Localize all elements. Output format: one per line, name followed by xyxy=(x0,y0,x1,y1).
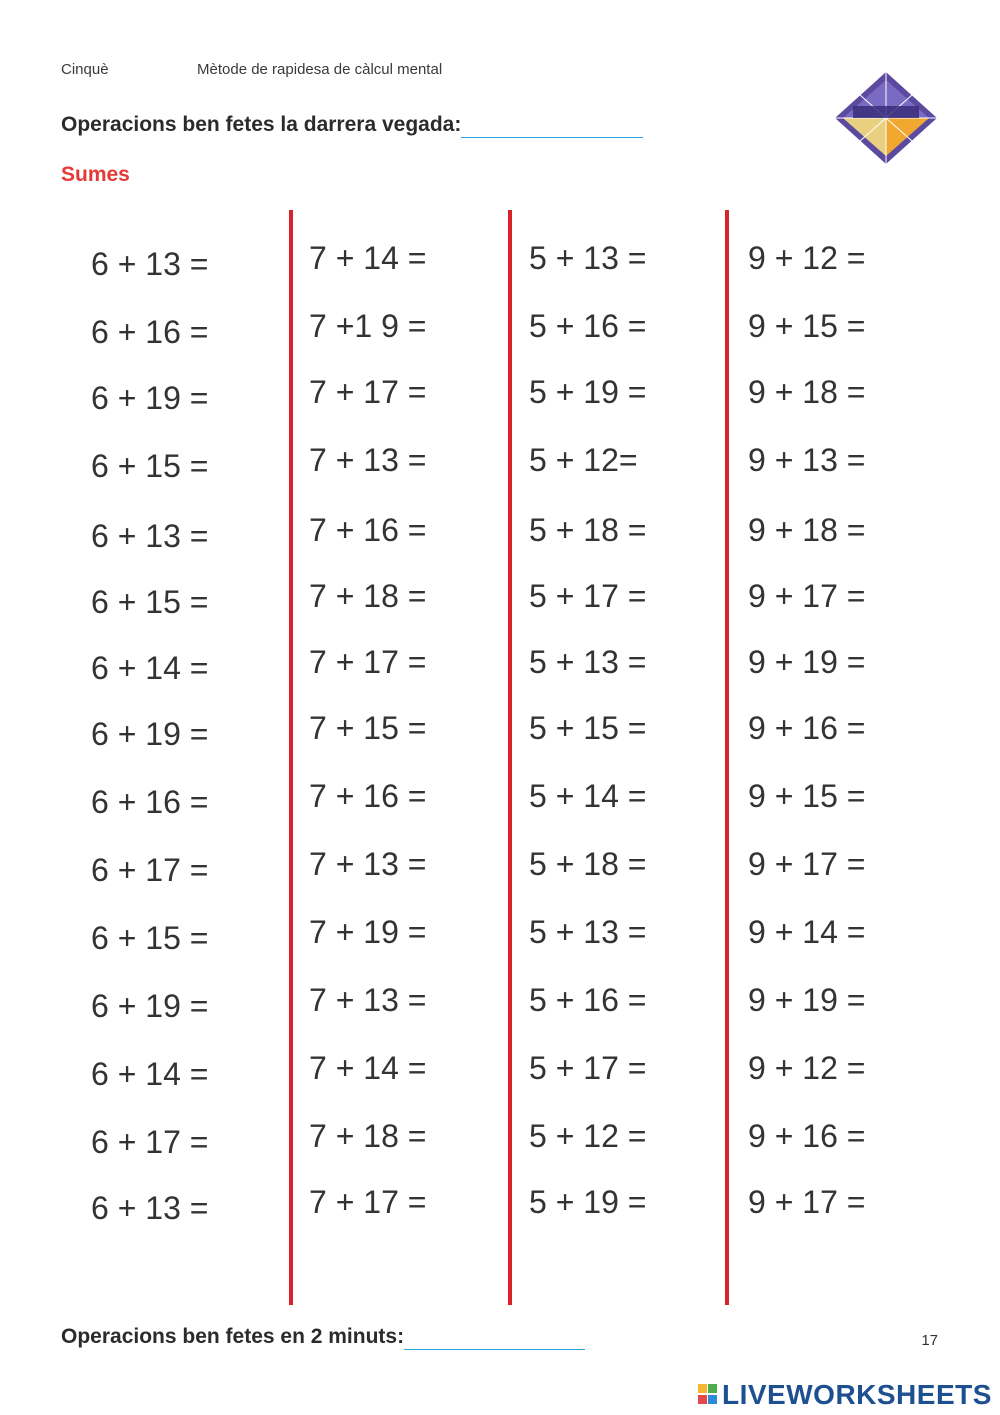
operation-item: 9 + 19 = xyxy=(748,982,866,1018)
operation-item: 7 + 17 = xyxy=(309,644,427,680)
operation-item: 9 + 17 = xyxy=(748,1184,866,1220)
operation-item: 6 + 16 = xyxy=(91,314,209,350)
operation-item: 7 + 13 = xyxy=(309,846,427,882)
grade-label: Cinquè xyxy=(61,61,109,78)
operation-item: 5 + 14 = xyxy=(529,778,647,814)
two-minutes-row xyxy=(61,1325,585,1350)
last-time-label: Operacions ben fetes la darrera vegada: xyxy=(61,113,462,136)
operation-item: 7 + 15 = xyxy=(309,710,427,746)
operation-item: 6 + 13 = xyxy=(91,246,209,282)
operation-item: 5 + 13 = xyxy=(529,240,647,276)
school-logo xyxy=(833,70,939,166)
operation-item: 5 + 16 = xyxy=(529,982,647,1018)
operation-item: 7 + 17 = xyxy=(309,374,427,410)
page-number: 17 xyxy=(921,1332,938,1349)
operation-item: 6 + 15 = xyxy=(91,448,209,484)
operation-item: 9 + 17 = xyxy=(748,578,866,614)
two-minutes-label: Operacions ben fetes en 2 minuts: xyxy=(61,1325,405,1348)
operation-item: 5 + 13 = xyxy=(529,644,647,680)
operation-item: 6 + 19 = xyxy=(91,988,209,1024)
operation-item: 5 + 12 = xyxy=(529,1118,647,1154)
column-divider xyxy=(725,210,729,1305)
operation-item: 7 + 13 = xyxy=(309,982,427,1018)
operation-item: 7 + 16 = xyxy=(309,778,427,814)
operation-item: 6 + 15 = xyxy=(91,584,209,620)
operation-item: 9 + 19 = xyxy=(748,644,866,680)
operation-item: 5 + 12= xyxy=(529,442,638,478)
operation-item: 6 + 19 = xyxy=(91,716,209,752)
operation-item: 5 + 18 = xyxy=(529,846,647,882)
operation-item: 6 + 15 = xyxy=(91,920,209,956)
operation-item: 7 + 18 = xyxy=(309,1118,427,1154)
last-time-row xyxy=(61,113,643,138)
operation-item: 7 + 16 = xyxy=(309,512,427,548)
operation-item: 9 + 18 = xyxy=(748,374,866,410)
method-title: Mètode de rapidesa de càlcul mental xyxy=(197,61,443,78)
operation-item: 7 + 13 = xyxy=(309,442,427,478)
operation-item: 6 + 13 = xyxy=(91,518,209,554)
operation-item: 9 + 15 = xyxy=(748,308,866,344)
operation-item: 9 + 12 = xyxy=(748,240,866,276)
column-divider xyxy=(508,210,512,1305)
brand-name: LIVEWORKSHEETS xyxy=(722,1379,992,1410)
operation-item: 9 + 16 = xyxy=(748,1118,866,1154)
operation-item: 7 + 17 = xyxy=(309,1184,427,1220)
operation-item: 7 + 18 = xyxy=(309,578,427,614)
operation-item: 9 + 18 = xyxy=(748,512,866,548)
column-divider xyxy=(289,210,293,1305)
operation-item: 5 + 19 = xyxy=(529,374,647,410)
live-badge-icon xyxy=(696,1378,720,1412)
operation-item: 7 + 14 = xyxy=(309,1050,427,1086)
two-minutes-answer-field[interactable] xyxy=(404,1325,585,1350)
section-title: Sumes xyxy=(61,163,130,186)
operation-item: 9 + 14 = xyxy=(748,914,866,950)
operation-item: 6 + 19 = xyxy=(91,380,209,416)
operation-item: 6 + 17 = xyxy=(91,1124,209,1160)
operation-item: 6 + 16 = xyxy=(91,784,209,820)
operation-item: 9 + 15 = xyxy=(748,778,866,814)
operation-item: 7 + 14 = xyxy=(309,240,427,276)
operation-item: 5 + 13 = xyxy=(529,914,647,950)
operation-item: 7 + 19 = xyxy=(309,914,427,950)
operation-item: 6 + 13 = xyxy=(91,1190,209,1226)
operation-item: 5 + 18 = xyxy=(529,512,647,548)
operation-item: 5 + 17 = xyxy=(529,578,647,614)
operation-item: 9 + 16 = xyxy=(748,710,866,746)
operation-item: 6 + 14 = xyxy=(91,650,209,686)
operation-item: 9 + 12 = xyxy=(748,1050,866,1086)
last-time-answer-field[interactable] xyxy=(461,113,643,138)
operation-item: 6 + 14 = xyxy=(91,1056,209,1092)
operation-item: 7 +1 9 = xyxy=(309,308,427,344)
operation-item: 9 + 13 = xyxy=(748,442,866,478)
operation-item: 5 + 17 = xyxy=(529,1050,647,1086)
operation-item: 6 + 17 = xyxy=(91,852,209,888)
operation-item: 5 + 16 = xyxy=(529,308,647,344)
operation-item: 5 + 15 = xyxy=(529,710,647,746)
operation-item: 9 + 17 = xyxy=(748,846,866,882)
operation-item: 5 + 19 = xyxy=(529,1184,647,1220)
